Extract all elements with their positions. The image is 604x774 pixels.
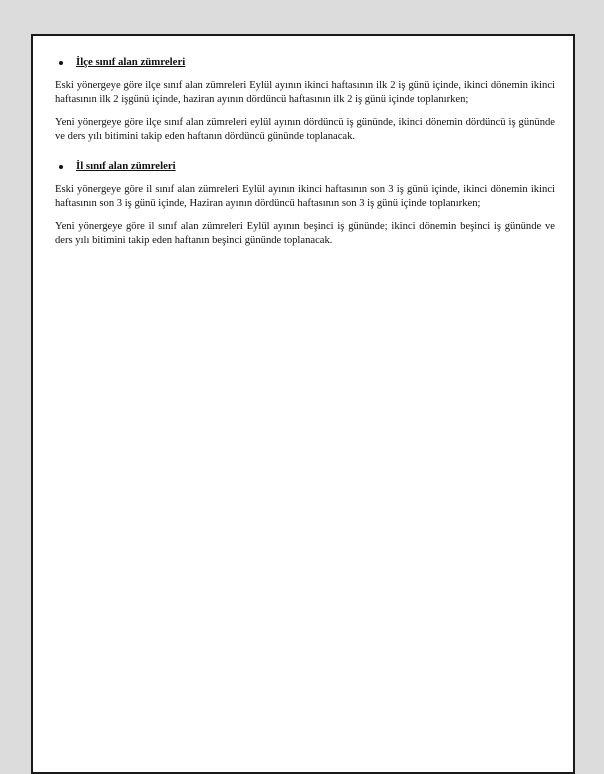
section-heading-text: İlçe sınıf alan zümreleri bbox=[76, 56, 186, 68]
bullet-icon bbox=[59, 61, 63, 65]
paragraph-old-rule-ilce: Eski yönergeye göre ilçe sınıf alan zümreleri Eylül ayının ikinci haftasının ilk 2 iş günü içinde, ikinci dönemin ikinci haftasının ilk 2 işgünü içinde, haziran ayının dördüncü haftasının ilk 2 iş günü içinde toplanırken; bbox=[55, 79, 555, 105]
bullet-icon bbox=[59, 165, 63, 169]
section-heading-text: İl sınıf alan zümreleri bbox=[76, 159, 176, 172]
document-content bbox=[55, 56, 555, 258]
section-heading-ilce bbox=[55, 56, 555, 70]
paragraph-new-rule-ilce: Yeni yönergeye göre ilçe sınıf alan zümreleri eylül ayının dördüncü iş gününde, ikinci dönemin dördüncü iş gününde ve ders yılı bitimini takip eden haftanın dördüncü gününde toplanacak. bbox=[55, 117, 555, 143]
paragraph-old-rule-il: Eski yönergeye göre il sınıf alan zümreleri Eylül ayının ikinci haftasının son 3 iş günü içinde, ikinci dönemin ikinci haftasının son 3 iş günü içinde, Haziran ayının dördüncü haftasının son 3 iş günü içinde toplanırken; bbox=[55, 183, 555, 209]
document-page bbox=[31, 34, 575, 774]
section-heading-il bbox=[55, 160, 555, 174]
paragraph-new-rule-il: Yeni yönergeye göre il sınıf alan zümreleri Eylül ayının beşinci iş gününde; ikinci dönemin beşinci iş gününde ve ders yılı bitimini takip eden haftanın beşinci gününde toplanacak. bbox=[55, 221, 555, 247]
